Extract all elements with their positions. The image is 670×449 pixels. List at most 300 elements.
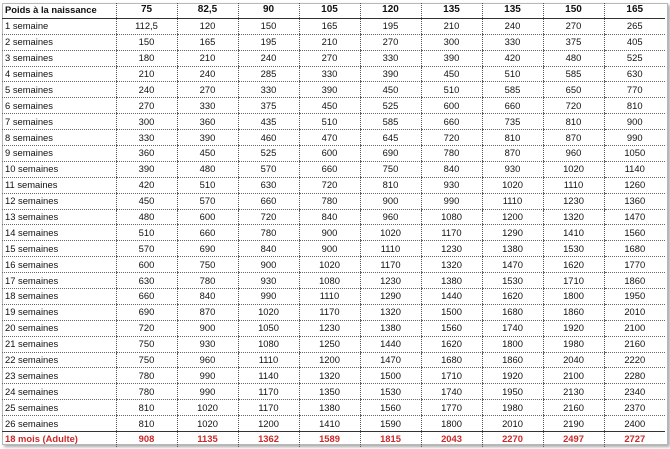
weight-cell: 300 [421,34,482,50]
weight-cell: 1350 [299,384,360,400]
weight-cell: 112,5 [116,18,177,34]
weight-cell: 1980 [543,336,604,352]
table-row [2,225,665,241]
weight-cell: 930 [177,336,238,352]
table-row [2,416,665,432]
header-weight-8: 150 [543,3,604,18]
weight-cell: 780 [116,384,177,400]
weight-cell: 375 [543,34,604,50]
row-age-label: 23 semaines [2,368,116,384]
weight-cell: 600 [116,257,177,273]
weight-cell: 1500 [421,304,482,320]
weight-cell: 525 [604,50,665,66]
weight-cell: 480 [116,209,177,225]
weight-cell: 1290 [482,225,543,241]
weight-cell: 1140 [238,368,299,384]
weight-cell: 285 [238,66,299,82]
row-age-label: 5 semaines [2,82,116,98]
weight-cell: 1530 [360,384,421,400]
weight-cell: 990 [177,384,238,400]
weight-cell: 330 [238,82,299,98]
weight-cell: 630 [238,177,299,193]
weight-cell: 390 [116,161,177,177]
weight-cell: 180 [116,50,177,66]
weight-cell: 1800 [421,416,482,432]
weight-cell: 780 [238,225,299,241]
weight-cell: 1410 [543,225,604,241]
table-row [2,241,665,257]
weight-cell: 840 [299,209,360,225]
weight-cell: 270 [116,98,177,114]
weight-cell: 1680 [604,241,665,257]
weight-cell: 630 [604,66,665,82]
weight-cell: 750 [177,257,238,273]
weight-cell: 2370 [604,400,665,416]
weight-cell: 1050 [238,320,299,336]
adult-weight-cell: 908 [116,432,177,447]
weight-cell: 2010 [482,416,543,432]
weight-cell: 930 [421,177,482,193]
weight-cell: 660 [299,161,360,177]
weight-cell: 480 [177,161,238,177]
weight-cell: 1170 [299,304,360,320]
header-weight-1: 75 [116,3,177,18]
weight-cell: 390 [360,66,421,82]
row-age-label: 11 semaines [2,177,116,193]
weight-cell: 585 [482,82,543,98]
weight-cell: 1380 [421,273,482,289]
weight-cell: 720 [238,209,299,225]
table-row [2,50,665,66]
weight-cell: 780 [177,273,238,289]
weight-cell: 1200 [482,209,543,225]
weight-cell: 1200 [299,352,360,368]
weight-cell: 480 [543,50,604,66]
weight-cell: 2400 [604,416,665,432]
table-row [2,336,665,352]
weight-cell: 900 [360,193,421,209]
weight-cell: 450 [360,82,421,98]
weight-cell: 1950 [604,289,665,305]
table-row [2,18,665,34]
table-row [2,146,665,162]
weight-cell: 2280 [604,368,665,384]
weight-cell: 770 [604,82,665,98]
weight-cell: 750 [116,352,177,368]
weight-cell: 525 [360,98,421,114]
weight-cell: 450 [116,193,177,209]
header-weight-7: 135 [482,3,543,18]
weight-cell: 990 [177,368,238,384]
weight-cell: 1260 [604,177,665,193]
weight-cell: 195 [238,34,299,50]
weight-cell: 2160 [543,400,604,416]
table-row [2,400,665,416]
weight-cell: 2040 [543,352,604,368]
weight-cell: 735 [482,114,543,130]
weight-cell: 240 [482,18,543,34]
weight-cell: 210 [116,66,177,82]
weight-cell: 2100 [604,320,665,336]
weight-cell: 450 [177,146,238,162]
weight-cell: 900 [604,114,665,130]
weight-cell: 1380 [299,400,360,416]
header-row [2,3,665,18]
weight-cell: 690 [177,241,238,257]
table-row [2,34,665,50]
weight-cell: 660 [421,114,482,130]
weight-cell: 1140 [604,161,665,177]
weight-cell: 510 [482,66,543,82]
weight-cell: 1110 [238,352,299,368]
adult-weight-cell: 2043 [421,432,482,447]
weight-cell: 1110 [299,289,360,305]
table-row [2,320,665,336]
weight-cell: 510 [177,177,238,193]
weight-cell: 510 [116,225,177,241]
weight-cell: 840 [421,161,482,177]
weight-cell: 720 [421,130,482,146]
header-weight-6: 135 [421,3,482,18]
row-age-label: 9 semaines [2,146,116,162]
weight-cell: 1170 [238,384,299,400]
row-age-label: 6 semaines [2,98,116,114]
table-row [2,161,665,177]
weight-cell: 810 [482,130,543,146]
weight-cell: 1380 [482,241,543,257]
weight-cell: 1320 [421,257,482,273]
table-row [2,66,665,82]
weight-cell: 1620 [543,257,604,273]
weight-cell: 330 [177,98,238,114]
weight-cell: 1860 [543,304,604,320]
weight-cell: 2340 [604,384,665,400]
adult-weight-cell: 2727 [604,432,665,447]
weight-cell: 645 [360,130,421,146]
weight-cell: 1590 [360,416,421,432]
weight-cell: 1530 [543,241,604,257]
weight-cell: 840 [238,241,299,257]
weight-cell: 1680 [421,352,482,368]
weight-cell: 585 [543,66,604,82]
table-row [2,209,665,225]
table-row [2,114,665,130]
row-age-label: 16 semaines [2,257,116,273]
weight-cell: 330 [482,34,543,50]
table-row [2,384,665,400]
row-age-label: 4 semaines [2,66,116,82]
weight-cell: 990 [604,130,665,146]
weight-cell: 270 [299,50,360,66]
weight-cell: 570 [238,161,299,177]
row-age-label: 18 semaines [2,289,116,305]
weight-cell: 870 [482,146,543,162]
weight-cell: 330 [116,130,177,146]
weight-cell: 1080 [421,209,482,225]
weight-cell: 1470 [482,257,543,273]
weight-cell: 2160 [604,336,665,352]
weight-cell: 165 [177,34,238,50]
weight-cell: 660 [482,98,543,114]
table-row [2,130,665,146]
weight-cell: 1470 [604,209,665,225]
row-age-label: 1 semaine [2,18,116,34]
weight-cell: 240 [116,82,177,98]
weight-cell: 1860 [482,352,543,368]
weight-cell: 450 [421,66,482,82]
weight-cell: 810 [360,177,421,193]
weight-cell: 270 [360,34,421,50]
weight-cell: 510 [421,82,482,98]
weight-cell: 750 [360,161,421,177]
table-row [2,304,665,320]
table-row [2,289,665,305]
weight-cell: 960 [543,146,604,162]
weight-cell: 300 [116,114,177,130]
table-row [2,352,665,368]
weight-cell: 600 [299,146,360,162]
weight-cell: 460 [238,130,299,146]
adult-weight-cell: 1135 [177,432,238,447]
header-birth-weight-label: Poids à la naissance [2,3,116,18]
weight-cell: 330 [299,66,360,82]
weight-cell: 1680 [482,304,543,320]
weight-cell: 390 [177,130,238,146]
weight-cell: 1950 [482,384,543,400]
weight-cell: 210 [177,50,238,66]
adult-weight-cell: 1362 [238,432,299,447]
weight-cell: 900 [238,257,299,273]
weight-cell: 990 [238,289,299,305]
weight-cell: 1620 [482,289,543,305]
weight-cell: 660 [238,193,299,209]
weight-cell: 900 [299,225,360,241]
row-age-label: 12 semaines [2,193,116,209]
weight-cell: 720 [543,98,604,114]
weight-cell: 1710 [421,368,482,384]
row-age-label: 26 semaines [2,416,116,432]
weight-cell: 270 [177,82,238,98]
weight-growth-table [2,3,665,447]
row-age-label: 24 semaines [2,384,116,400]
table-row [2,82,665,98]
weight-cell: 210 [299,34,360,50]
weight-cell: 1020 [299,257,360,273]
weight-cell: 240 [238,50,299,66]
weight-cell: 570 [116,241,177,257]
weight-cell: 1560 [360,400,421,416]
weight-cell: 1110 [543,177,604,193]
row-age-label: 25 semaines [2,400,116,416]
weight-cell: 630 [116,273,177,289]
weight-cell: 600 [177,209,238,225]
weight-cell: 240 [177,66,238,82]
weight-cell: 1230 [299,320,360,336]
weight-cell: 840 [177,289,238,305]
adult-weight-cell: 1815 [360,432,421,447]
weight-cell: 525 [238,146,299,162]
weight-cell: 930 [238,273,299,289]
weight-cell: 960 [360,209,421,225]
weight-cell: 510 [299,114,360,130]
weight-cell: 1800 [482,336,543,352]
weight-cell: 120 [177,18,238,34]
weight-cell: 1770 [604,257,665,273]
weight-cell: 870 [177,304,238,320]
weight-cell: 1170 [238,400,299,416]
weight-cell: 470 [299,130,360,146]
row-age-label: 21 semaines [2,336,116,352]
weight-cell: 780 [116,368,177,384]
weight-cell: 900 [299,241,360,257]
weight-cell: 195 [360,18,421,34]
weight-cell: 420 [482,50,543,66]
weight-cell: 1360 [604,193,665,209]
weight-cell: 265 [604,18,665,34]
table-row [2,98,665,114]
weight-cell: 1770 [421,400,482,416]
weight-cell: 1230 [421,241,482,257]
weight-cell: 2130 [543,384,604,400]
weight-cell: 1170 [421,225,482,241]
weight-cell: 1500 [360,368,421,384]
weight-cell: 810 [604,98,665,114]
adult-weight-cell: 2270 [482,432,543,447]
adult-weight-cell: 2497 [543,432,604,447]
weight-cell: 375 [238,98,299,114]
weight-cell: 1020 [177,400,238,416]
table-row [2,257,665,273]
weight-cell: 1800 [543,289,604,305]
weight-cell: 1020 [238,304,299,320]
weight-cell: 2190 [543,416,604,432]
weight-cell: 1230 [543,193,604,209]
weight-cell: 1440 [360,336,421,352]
weight-cell: 585 [360,114,421,130]
table-row [2,193,665,209]
adult-weight-cell: 1589 [299,432,360,447]
weight-cell: 900 [177,320,238,336]
weight-cell: 720 [116,320,177,336]
weight-cell: 870 [543,130,604,146]
weight-cell: 435 [238,114,299,130]
weight-cell: 1020 [543,161,604,177]
weight-cell: 1470 [360,352,421,368]
row-age-label: 13 semaines [2,209,116,225]
table-row [2,177,665,193]
weight-cell: 660 [116,289,177,305]
weight-cell: 780 [299,193,360,209]
weight-cell: 690 [116,304,177,320]
weight-cell: 930 [482,161,543,177]
weight-cell: 165 [299,18,360,34]
weight-cell: 1530 [482,273,543,289]
row-age-label: 14 semaines [2,225,116,241]
weight-cell: 150 [116,34,177,50]
weight-cell: 1110 [360,241,421,257]
header-weight-3: 90 [238,3,299,18]
weight-cell: 1080 [299,273,360,289]
adult-row-label: 18 mois (Adulte) [2,432,116,447]
weight-cell: 1320 [299,368,360,384]
weight-cell: 390 [421,50,482,66]
weight-cell: 810 [543,114,604,130]
row-age-label: 22 semaines [2,352,116,368]
weight-cell: 210 [421,18,482,34]
weight-cell: 330 [360,50,421,66]
weight-cell: 360 [177,114,238,130]
weight-cell: 1320 [360,304,421,320]
weight-cell: 405 [604,34,665,50]
weight-cell: 1410 [299,416,360,432]
weight-cell: 1560 [604,225,665,241]
weight-cell: 1560 [421,320,482,336]
weight-cell: 1860 [604,273,665,289]
row-age-label: 17 semaines [2,273,116,289]
weight-cell: 1320 [543,209,604,225]
header-weight-9: 165 [604,3,665,18]
weight-cell: 650 [543,82,604,98]
row-age-label: 10 semaines [2,161,116,177]
weight-cell: 1020 [360,225,421,241]
weight-cell: 1440 [421,289,482,305]
adult-row [2,432,665,447]
weight-cell: 1920 [482,368,543,384]
weight-cell: 1020 [177,416,238,432]
weight-cell: 1250 [299,336,360,352]
weight-cell: 810 [116,400,177,416]
weight-cell: 1740 [482,320,543,336]
header-weight-2: 82,5 [177,3,238,18]
row-age-label: 2 semaines [2,34,116,50]
weight-cell: 720 [299,177,360,193]
weight-cell: 390 [299,82,360,98]
row-age-label: 7 semaines [2,114,116,130]
weight-cell: 420 [116,177,177,193]
weight-cell: 270 [543,18,604,34]
table-row [2,368,665,384]
weight-cell: 1620 [421,336,482,352]
weight-cell: 1230 [360,273,421,289]
row-age-label: 3 semaines [2,50,116,66]
weight-cell: 990 [421,193,482,209]
weight-cell: 2220 [604,352,665,368]
weight-cell: 570 [177,193,238,209]
weight-cell: 1740 [421,384,482,400]
weight-cell: 780 [421,146,482,162]
weight-cell: 1290 [360,289,421,305]
weight-cell: 1110 [482,193,543,209]
weight-cell: 750 [116,336,177,352]
weight-cell: 1050 [604,146,665,162]
weight-cell: 1020 [482,177,543,193]
row-age-label: 15 semaines [2,241,116,257]
weight-cell: 1380 [360,320,421,336]
weight-cell: 1980 [482,400,543,416]
weight-cell: 690 [360,146,421,162]
weight-cell: 1200 [238,416,299,432]
weight-cell: 1080 [238,336,299,352]
weight-cell: 360 [116,146,177,162]
header-weight-4: 105 [299,3,360,18]
weight-cell: 660 [177,225,238,241]
table-row [2,273,665,289]
header-weight-5: 120 [360,3,421,18]
weight-cell: 2100 [543,368,604,384]
row-age-label: 8 semaines [2,130,116,146]
weight-cell: 960 [177,352,238,368]
weight-cell: 1710 [543,273,604,289]
